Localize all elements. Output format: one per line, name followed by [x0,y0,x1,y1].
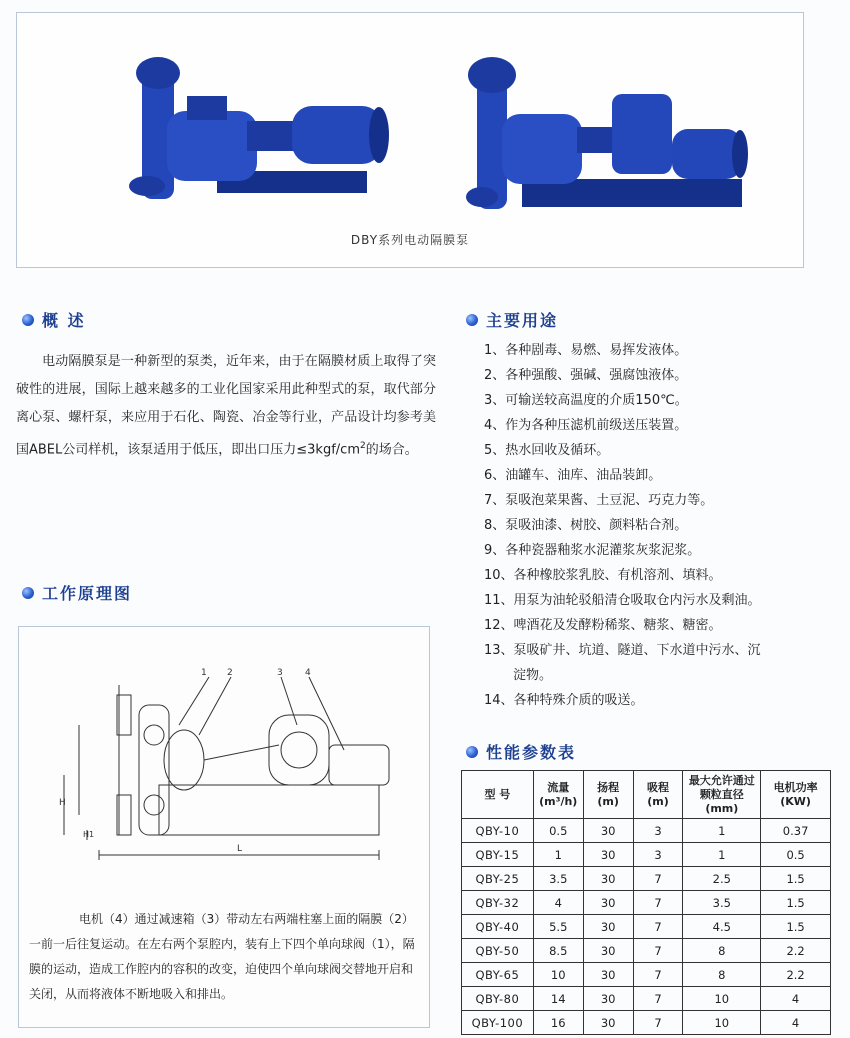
table-cell: 1.5 [761,915,831,939]
principle-description-text: 电机（4）通过减速箱（3）带动左右两端柱塞上面的隔膜（2）一前一后往复运动。在左右两个泵腔内，装有上下四个单向球阀（1），隔膜的运动，造成工作腔内的容积的改变，迫使四个单向球阀交替地开启和关闭，从而将液体不断地吸入和排出。 [29,912,415,1001]
list-item [484,388,814,413]
callout-1: 1 [201,668,207,678]
product-photo-panel [16,12,804,268]
list-item-number: 1、 [484,343,506,358]
table-row [462,819,831,843]
table-cell: 2.2 [761,939,831,963]
list-item [484,688,814,713]
overview-superscript: 2 [359,441,366,451]
bullet-icon [22,314,34,326]
table-cell: 2.5 [683,867,761,891]
table-cell: 4.5 [683,915,761,939]
table-cell: 30 [583,987,633,1011]
table-cell: 16 [533,1011,583,1035]
list-item-text: 泵吸泡菜果酱、土豆泥、巧克力等。 [505,493,714,508]
list-item [484,438,814,463]
list-item-number: 13、 [484,643,514,658]
table-cell: QBY-10 [462,819,534,843]
table-header-row [462,771,831,819]
column-header-particle: 最大允许通过颗粒直径 (mm) [683,771,761,819]
table-cell: QBY-15 [462,843,534,867]
table-cell: QBY-80 [462,987,534,1011]
bullet-icon [22,587,34,599]
table-cell: 4 [761,1011,831,1035]
table-cell: QBY-100 [462,1011,534,1035]
list-item-text: 泵吸矿井、坑道、隧道、下水道中污水、沉 [513,643,761,658]
list-item [484,563,814,588]
principle-heading [22,581,132,604]
table-cell: 7 [633,939,683,963]
overview-text-end: 的场合。 [365,442,418,458]
list-item-number: 10、 [484,568,514,583]
list-item-text: 各种剧毒、易燃、易挥发液体。 [505,343,688,358]
list-item [484,588,814,613]
table-cell: 8 [683,939,761,963]
table-cell: 1.5 [761,891,831,915]
callout-3: 3 [277,668,283,678]
table-cell: 1.5 [761,867,831,891]
list-item-text: 各种瓷器釉浆水泥灌浆灰浆泥浆。 [505,543,701,558]
overview-heading [22,308,86,331]
list-item-number: 7、 [484,493,506,508]
dimension-h1: H1 [83,830,95,839]
table-cell: QBY-40 [462,915,534,939]
table-row [462,963,831,987]
table-cell: 30 [583,867,633,891]
performance-title: 性能参数表 [486,743,577,762]
list-item [484,363,814,388]
table-cell: 30 [583,915,633,939]
principle-title: 工作原理图 [42,584,133,603]
list-item-number: 4、 [484,418,506,433]
uses-title: 主要用途 [486,311,559,330]
principle-diagram [59,665,399,865]
table-row [462,843,831,867]
table-cell: 30 [583,891,633,915]
pump-photo-left [127,51,397,221]
table-cell: 30 [583,939,633,963]
table-cell: 3 [633,843,683,867]
list-item-number: 6、 [484,468,506,483]
table-row [462,939,831,963]
list-item-number: 5、 [484,443,506,458]
bullet-icon [466,746,478,758]
table-cell: 3 [633,819,683,843]
list-item-number: 2、 [484,368,506,383]
list-item [484,638,814,688]
list-item-number: 8、 [484,518,506,533]
list-item-number: 11、 [484,593,514,608]
table-cell: 7 [633,867,683,891]
list-item [484,488,814,513]
performance-table [461,770,831,1035]
table-cell: 30 [583,963,633,987]
performance-heading [466,740,576,763]
table-cell: QBY-25 [462,867,534,891]
callout-4: 4 [305,668,311,678]
column-header-head: 扬程 (m) [583,771,633,819]
column-header-flow: 流量 (m³/h) [533,771,583,819]
list-item-number: 12、 [484,618,514,633]
table-cell: 7 [633,987,683,1011]
table-cell: 10 [533,963,583,987]
table-cell: 1 [533,843,583,867]
table-cell: QBY-50 [462,939,534,963]
table-row [462,867,831,891]
column-header-power: 电机功率 (KW) [761,771,831,819]
table-row [462,1011,831,1035]
table-cell: 7 [633,1011,683,1035]
list-item-text: 啤酒花及发酵粉稀浆、糖浆、糖密。 [513,618,722,633]
list-item-continuation: 淀物。 [513,668,553,683]
table-cell: 1 [683,819,761,843]
principle-description [29,907,421,1007]
table-cell: QBY-32 [462,891,534,915]
callout-2: 2 [227,668,233,678]
table-cell: 0.37 [761,819,831,843]
table-cell: 1 [683,843,761,867]
table-row [462,987,831,1011]
dimension-l: L [237,844,243,854]
table-cell: 7 [633,915,683,939]
overview-text: 电动隔膜泵是一种新型的泵类，近年来，由于在隔膜材质上取得了突破性的进展，国际上越来越多的工业化国家采用此种型式的泵，取代部分离心泵、螺杆泵，来应用于石化、陶瓷、冶金等行业，产品设计均参考美国ABEL公司样机，该泵适用于低压，即出口压力≤3kgf/cm [16,354,436,458]
list-item [484,463,814,488]
list-item-text: 作为各种压滤机前级送压装置。 [505,418,688,433]
uses-heading [466,308,558,331]
photo-caption: DBY系列电动隔膜泵 [350,233,470,247]
column-header-suction: 吸程 (m) [633,771,683,819]
table-cell: 4 [761,987,831,1011]
table-cell: 0.5 [533,819,583,843]
list-item-text: 各种特殊介质的吸送。 [513,693,644,708]
list-item [484,613,814,638]
table-cell: 3.5 [533,867,583,891]
table-row [462,915,831,939]
table-cell: 10 [683,987,761,1011]
overview-paragraph [16,348,436,464]
list-item [484,413,814,438]
table-cell: 14 [533,987,583,1011]
dimension-h: H [59,798,66,808]
list-item-text: 泵吸油漆、树胶、颜料粘合剂。 [505,518,688,533]
table-cell: 7 [633,891,683,915]
list-item [484,513,814,538]
table-row [462,891,831,915]
list-item-number: 14、 [484,693,514,708]
list-item [484,338,814,363]
table-cell: 2.2 [761,963,831,987]
table-cell: 30 [583,843,633,867]
list-item-number: 3、 [484,393,506,408]
bullet-icon [466,314,478,326]
list-item-text: 热水回收及循环。 [505,443,610,458]
list-item-text: 用泵为油轮驳船清仓吸取仓内污水及剩油。 [513,593,761,608]
table-cell: 5.5 [533,915,583,939]
list-item [484,538,814,563]
table-cell: 30 [583,1011,633,1035]
table-cell: 10 [683,1011,761,1035]
list-item-text: 各种橡胶浆乳胶、有机溶剂、填料。 [513,568,722,583]
list-item-text: 各种强酸、强碱、强腐蚀液体。 [505,368,688,383]
overview-title: 概 述 [42,311,86,330]
list-item-text: 油罐车、油库、油品装卸。 [505,468,662,483]
column-header-model: 型 号 [462,771,534,819]
list-item-number: 9、 [484,543,506,558]
list-item-text: 可输送较高温度的介质150℃。 [505,393,688,408]
uses-list [484,338,814,713]
pump-photo-right [462,49,752,229]
principle-diagram-panel [18,626,430,1028]
table-cell: QBY-65 [462,963,534,987]
table-cell: 7 [633,963,683,987]
table-cell: 0.5 [761,843,831,867]
table-cell: 8 [683,963,761,987]
table-cell: 3.5 [683,891,761,915]
table-cell: 8.5 [533,939,583,963]
table-cell: 4 [533,891,583,915]
table-cell: 30 [583,819,633,843]
